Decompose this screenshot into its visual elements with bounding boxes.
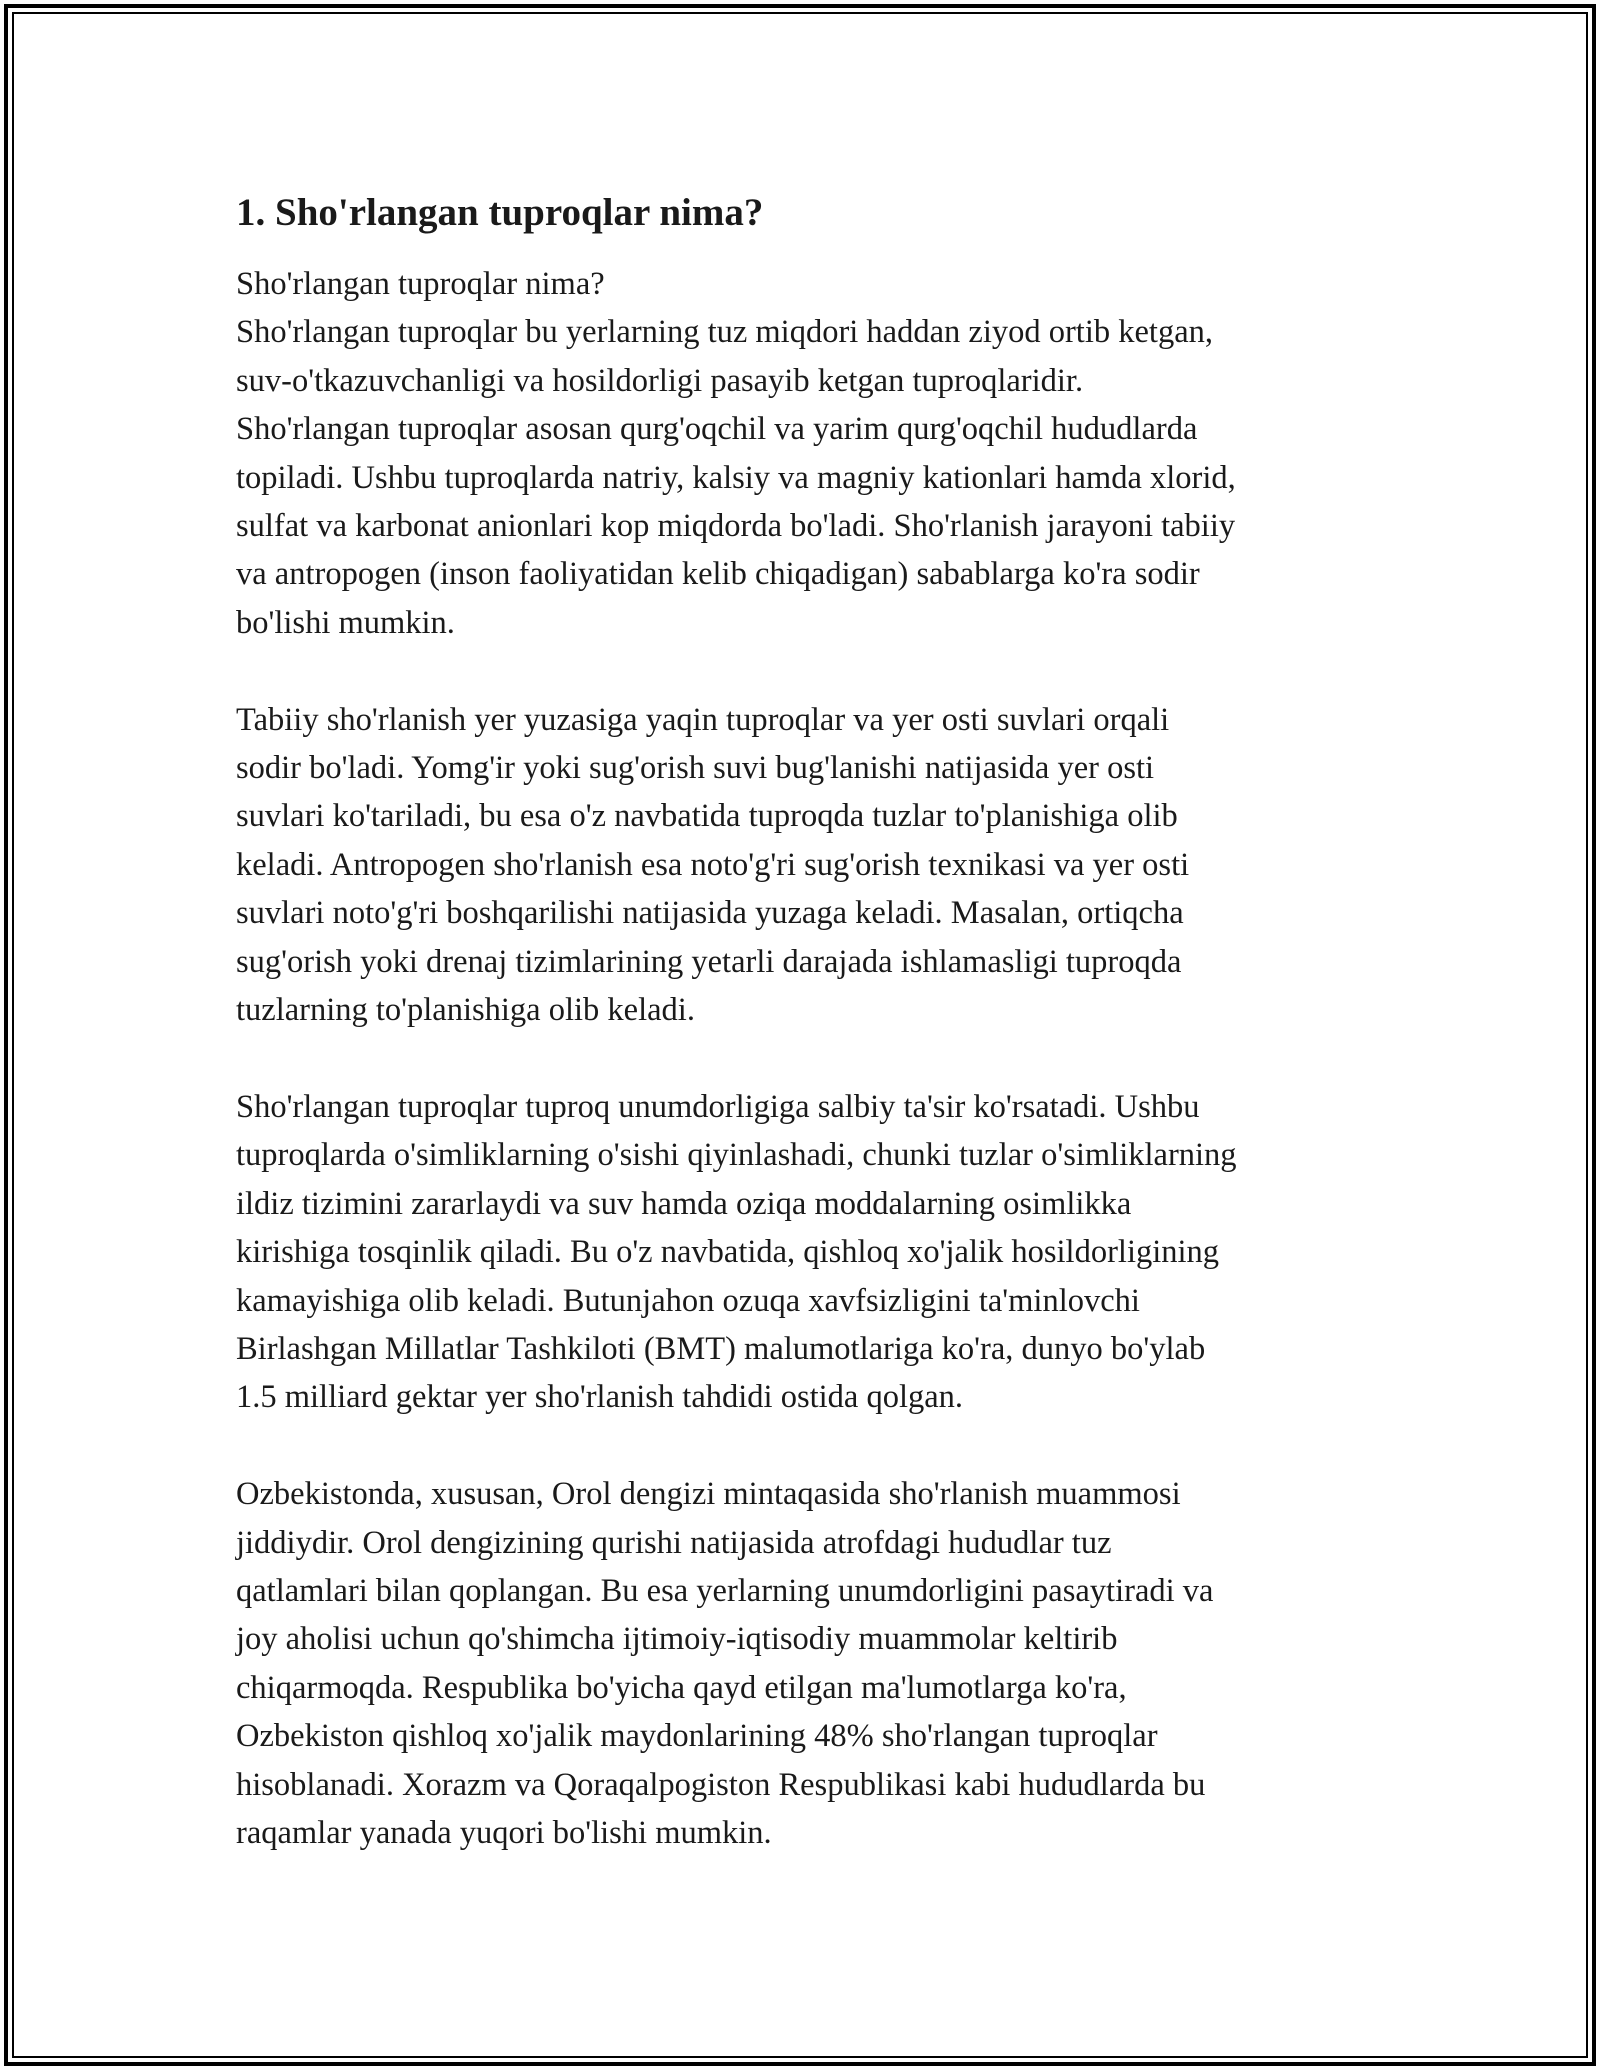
paragraph-list [236,260,1382,1857]
paragraph-line: ildiz tizimini zararlaydi va suv hamda oziqa moddalarning osimlikka [236,1185,1132,1222]
paragraph-line: va antropogen (inson faoliyatidan kelib chiqadigan) sabablarga ko'ra sodir [236,556,1200,593]
paragraph-line: keladi. Antropogen sho'rlanish esa noto'g'ri sug'orish texnikasi va yer osti [236,846,1190,883]
paragraph-line: topiladi. Ushbu tuproqlarda natriy, kalsiy va magniy kationlari hamda xlorid, [236,459,1236,496]
paragraph-line: bo'lishi mumkin. [236,604,455,641]
paragraph-line: qatlamlari bilan qoplangan. Bu esa yerlarning unumdorligini pasaytiradi va [236,1572,1214,1609]
paragraph-line: 1.5 milliard gektar yer sho'rlanish tahdidi ostida qolgan. [236,1379,964,1416]
document-body [236,188,1382,1857]
paragraph-line: chiqarmoqda. Respublika bo'yicha qayd etilgan ma'lumotlarga ko'ra, [236,1669,1127,1706]
section-heading: 1. Sho'rlangan tuproqlar nima? [236,191,764,234]
paragraph-line: sodir bo'ladi. Yomg'ir yoki sug'orish suvi bug'lanishi natijasida yer osti [236,750,1155,787]
paragraph-line: raqamlar yanada yuqori bo'lishi mumkin. [236,1814,772,1851]
paragraph-line: kamayishiga olib keladi. Butunjahon ozuqa xavfsizligini ta'minlovchi [236,1282,1140,1319]
paragraph-line: Sho'rlangan tuproqlar nima? [236,266,605,302]
paragraph-line: sulfat va karbonat anionlari kop miqdorda bo'ladi. Sho'rlanish jarayoni tabiiy [236,508,1236,545]
paragraph-line: suvlari noto'g'ri boshqarilishi natijasida yuzaga keladi. Masalan, ortiqcha [236,895,1184,932]
paragraph [236,696,1382,1035]
paragraph-line: tuzlarning to'planishiga olib keladi. [236,992,695,1029]
paragraph-line: kirishiga tosqinlik qiladi. Bu o'z navbatida, qishloq xo'jalik hosildorligining [236,1234,1220,1271]
paragraph-line: Sho'rlangan tuproqlar tuproq unumdorligiga salbiy ta'sir ko'rsatadi. Ushbu [236,1088,1200,1125]
paragraph-line: joy aholisi uchun qo'shimcha ijtimoiy-iqtisodiy muammolar keltirib [236,1621,1118,1658]
paragraph [236,260,1382,647]
paragraph [236,1083,1382,1422]
paragraph-line: Ozbekistonda, xususan, Orol dengizi mintaqasida sho'rlanish muammosi [236,1476,1181,1513]
paragraph-line: Sho'rlangan tuproqlar bu yerlarning tuz miqdori haddan ziyod ortib ketgan, [236,314,1213,351]
paragraph-line: jiddiydir. Orol dengizining qurishi natijasida atrofdagi hududlar tuz [236,1524,1112,1561]
paragraph-line: hisoblanadi. Xorazm va Qoraqalpogiston Respublikasi kabi hududlarda bu [236,1766,1206,1803]
paragraph-line: sug'orish yoki drenaj tizimlarining yetarli darajada ishlamasligi tuproqda [236,943,1182,980]
paragraph-line: suvlari ko'tariladi, bu esa o'z navbatida tuproqda tuzlar to'planishiga olib [236,798,1178,835]
paragraph-line: Tabiiy sho'rlanish yer yuzasiga yaqin tuproqlar va yer osti suvlari orqali [236,701,1170,738]
paragraph-line: tuproqlarda o'simliklarning o'sishi qiyinlashadi, chunki tuzlar o'simliklarning [236,1137,1237,1174]
paragraph-line: Sho'rlangan tuproqlar asosan qurg'oqchil va yarim qurg'oqchil hududlarda [236,411,1198,448]
paragraph-line: Birlashgan Millatlar Tashkiloti (BMT) malumotlariga ko'ra, dunyo bo'ylab [236,1330,1206,1367]
paragraph-line: Ozbekiston qishloq xo'jalik maydonlarining 48% sho'rlangan tuproqlar [236,1718,1158,1755]
paragraph-line: suv-o'tkazuvchanligi va hosildorligi pasayib ketgan tuproqlaridir. [236,362,1084,399]
paragraph [236,1470,1382,1857]
